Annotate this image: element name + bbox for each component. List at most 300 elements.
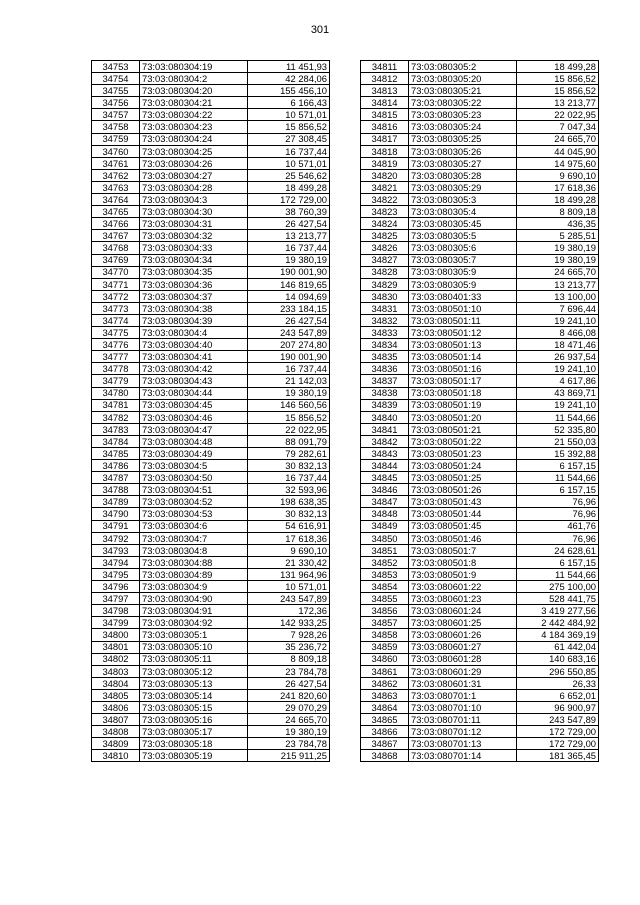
table-row: [361, 496, 599, 508]
table-row: [92, 363, 330, 375]
value-cell: 3 419 277,56: [517, 605, 599, 617]
value-cell: 15 856,52: [248, 121, 330, 133]
value-cell: 16 737,44: [248, 145, 330, 157]
cadastral-number-cell: 73:03:080304:45: [140, 399, 248, 411]
table-row: [92, 85, 330, 97]
value-cell: 215 911,25: [248, 750, 330, 762]
table-row: [361, 73, 599, 85]
value-cell: 10 571,01: [248, 157, 330, 169]
value-cell: 26 427,54: [248, 314, 330, 326]
table-row: [361, 508, 599, 520]
cadastral-number-cell: 73:03:080304:44: [140, 387, 248, 399]
value-cell: 19 380,19: [517, 254, 599, 266]
table-row: [92, 508, 330, 520]
cadastral-number-cell: 73:03:080305:12: [140, 665, 248, 677]
cadastral-number-cell: 73:03:080601:31: [409, 677, 517, 689]
table-row: [361, 472, 599, 484]
table-row: [361, 629, 599, 641]
value-cell: 23 784,78: [248, 738, 330, 750]
table-row: [361, 568, 599, 580]
cadastral-number-cell: 73:03:080601:29: [409, 665, 517, 677]
row-number-cell: 34778: [92, 363, 140, 375]
value-cell: 26 427,54: [248, 677, 330, 689]
row-number-cell: 34762: [92, 169, 140, 181]
row-number-cell: 34792: [92, 532, 140, 544]
value-cell: 13 100,00: [517, 290, 599, 302]
value-cell: 142 933,25: [248, 617, 330, 629]
cadastral-number-cell: 73:03:080701:10: [409, 701, 517, 713]
cadastral-number-cell: 73:03:080501:16: [409, 363, 517, 375]
value-cell: 8 466,08: [517, 327, 599, 339]
row-number-cell: 34839: [361, 399, 409, 411]
value-cell: 190 001,90: [248, 266, 330, 278]
table-row: [92, 714, 330, 726]
row-number-cell: 34791: [92, 520, 140, 532]
value-cell: 19 380,19: [248, 254, 330, 266]
table-row: [92, 556, 330, 568]
value-cell: 19 380,19: [248, 387, 330, 399]
value-cell: 43 869,71: [517, 387, 599, 399]
row-number-cell: 34848: [361, 508, 409, 520]
row-number-cell: 34798: [92, 605, 140, 617]
table-row: [361, 617, 599, 629]
cadastral-number-cell: 73:03:080304:25: [140, 145, 248, 157]
row-number-cell: 34829: [361, 278, 409, 290]
row-number-cell: 34852: [361, 556, 409, 568]
row-number-cell: 34824: [361, 218, 409, 230]
table-row: [361, 520, 599, 532]
value-cell: 24 628,61: [517, 544, 599, 556]
row-number-cell: 34865: [361, 714, 409, 726]
row-number-cell: 34796: [92, 581, 140, 593]
value-cell: 26 427,54: [248, 218, 330, 230]
table-row: [92, 97, 330, 109]
value-cell: 38 760,39: [248, 206, 330, 218]
cadastral-number-cell: 73:03:080304:42: [140, 363, 248, 375]
cadastral-number-cell: 73:03:080305:45: [409, 218, 517, 230]
value-cell: 16 737,44: [248, 242, 330, 254]
cadastral-number-cell: 73:03:080601:28: [409, 653, 517, 665]
value-cell: 181 365,45: [517, 750, 599, 762]
value-cell: 275 100,00: [517, 581, 599, 593]
value-cell: 18 499,28: [248, 181, 330, 193]
cadastral-number-cell: 73:03:080305:29: [409, 181, 517, 193]
table-row: [92, 448, 330, 460]
row-number-cell: 34765: [92, 206, 140, 218]
table-row: [361, 218, 599, 230]
row-number-cell: 34768: [92, 242, 140, 254]
table-row: [361, 484, 599, 496]
cadastral-number-cell: 73:03:080501:44: [409, 508, 517, 520]
cadastral-number-cell: 73:03:080305:17: [140, 726, 248, 738]
row-number-cell: 34795: [92, 568, 140, 580]
table-row: [361, 387, 599, 399]
value-cell: 96 900,97: [517, 701, 599, 713]
row-number-cell: 34776: [92, 339, 140, 351]
table-row: [361, 544, 599, 556]
row-number-cell: 34799: [92, 617, 140, 629]
row-number-cell: 34761: [92, 157, 140, 169]
value-cell: 7 047,34: [517, 121, 599, 133]
value-cell: 23 784,78: [248, 665, 330, 677]
value-cell: 13 213,77: [517, 278, 599, 290]
row-number-cell: 34849: [361, 520, 409, 532]
table-row: [361, 435, 599, 447]
table-row: [92, 629, 330, 641]
table-row: [92, 689, 330, 701]
value-cell: 27 308,45: [248, 133, 330, 145]
row-number-cell: 34777: [92, 351, 140, 363]
table-row: [92, 61, 330, 73]
cadastral-number-cell: 73:03:080304:88: [140, 556, 248, 568]
cadastral-number-cell: 73:03:080304:36: [140, 278, 248, 290]
cadastral-number-cell: 73:03:080305:16: [140, 714, 248, 726]
value-cell: 18 471,46: [517, 339, 599, 351]
value-cell: 52 335,80: [517, 423, 599, 435]
cadastral-number-cell: 73:03:080304:52: [140, 496, 248, 508]
cadastral-number-cell: 73:03:080304:31: [140, 218, 248, 230]
table-row: [92, 387, 330, 399]
row-number-cell: 34810: [92, 750, 140, 762]
table-row: [92, 665, 330, 677]
cadastral-number-cell: 73:03:080304:32: [140, 230, 248, 242]
row-number-cell: 34866: [361, 726, 409, 738]
cadastral-number-cell: 73:03:080304:40: [140, 339, 248, 351]
cadastral-number-cell: 73:03:080304:48: [140, 435, 248, 447]
cadastral-number-cell: 73:03:080501:14: [409, 351, 517, 363]
table-row: [361, 556, 599, 568]
table-row: [92, 738, 330, 750]
cadastral-number-cell: 73:03:080601:25: [409, 617, 517, 629]
value-cell: 207 274,80: [248, 339, 330, 351]
value-cell: 296 550,85: [517, 665, 599, 677]
table-row: [361, 181, 599, 193]
cadastral-number-cell: 73:03:080304:2: [140, 73, 248, 85]
row-number-cell: 34781: [92, 399, 140, 411]
value-cell: 4 617,86: [517, 375, 599, 387]
cadastral-number-cell: 73:03:080305:2: [409, 61, 517, 73]
cadastral-number-cell: 73:03:080304:39: [140, 314, 248, 326]
row-number-cell: 34819: [361, 157, 409, 169]
cadastral-number-cell: 73:03:080305:23: [409, 109, 517, 121]
cadastral-number-cell: 73:03:080304:90: [140, 593, 248, 605]
row-number-cell: 34784: [92, 435, 140, 447]
row-number-cell: 34835: [361, 351, 409, 363]
table-row: [361, 61, 599, 73]
row-number-cell: 34774: [92, 314, 140, 326]
value-cell: 140 683,16: [517, 653, 599, 665]
cadastral-number-cell: 73:03:080305:4: [409, 206, 517, 218]
row-number-cell: 34855: [361, 593, 409, 605]
table-row: [361, 109, 599, 121]
value-cell: 6 652,01: [517, 689, 599, 701]
table-row: [361, 157, 599, 169]
cadastral-number-cell: 73:03:080305:9: [409, 278, 517, 290]
value-cell: 44 045,90: [517, 145, 599, 157]
table-row: [92, 520, 330, 532]
row-number-cell: 34836: [361, 363, 409, 375]
cadastral-number-cell: 73:03:080304:91: [140, 605, 248, 617]
value-cell: 19 380,19: [248, 726, 330, 738]
cadastral-number-cell: 73:03:080304:38: [140, 302, 248, 314]
row-number-cell: 34846: [361, 484, 409, 496]
table-row: [92, 206, 330, 218]
cadastral-number-cell: 73:03:080304:5: [140, 460, 248, 472]
cadastral-number-cell: 73:03:080501:21: [409, 423, 517, 435]
value-cell: 24 665,70: [517, 133, 599, 145]
row-number-cell: 34860: [361, 653, 409, 665]
row-number-cell: 34773: [92, 302, 140, 314]
row-number-cell: 34867: [361, 738, 409, 750]
table-row: [361, 653, 599, 665]
table-row: [361, 242, 599, 254]
row-number-cell: 34783: [92, 423, 140, 435]
cadastral-number-cell: 73:03:080501:18: [409, 387, 517, 399]
cadastral-number-cell: 73:03:080601:23: [409, 593, 517, 605]
row-number-cell: 34814: [361, 97, 409, 109]
table-row: [361, 423, 599, 435]
cadastral-number-cell: 73:03:080305:20: [409, 73, 517, 85]
row-number-cell: 34845: [361, 472, 409, 484]
table-row: [92, 73, 330, 85]
cadastral-number-cell: 73:03:080305:13: [140, 677, 248, 689]
table-row: [361, 121, 599, 133]
table-row: [92, 581, 330, 593]
row-number-cell: 34763: [92, 181, 140, 193]
value-cell: 6 157,15: [517, 484, 599, 496]
table-row: [92, 411, 330, 423]
table-row: [361, 302, 599, 314]
row-number-cell: 34797: [92, 593, 140, 605]
row-number-cell: 34801: [92, 641, 140, 653]
table-row: [361, 351, 599, 363]
value-cell: 35 236,72: [248, 641, 330, 653]
cadastral-number-cell: 73:03:080304:24: [140, 133, 248, 145]
table-row: [92, 218, 330, 230]
table-row: [361, 714, 599, 726]
cadastral-number-cell: 73:03:080304:89: [140, 568, 248, 580]
row-number-cell: 34816: [361, 121, 409, 133]
cadastral-number-cell: 73:03:080304:3: [140, 194, 248, 206]
table-row: [361, 133, 599, 145]
page-number: 301: [310, 24, 330, 36]
table-row: [361, 194, 599, 206]
table-row: [92, 460, 330, 472]
table-row: [92, 157, 330, 169]
cadastral-number-cell: 73:03:080305:18: [140, 738, 248, 750]
table-row: [92, 278, 330, 290]
row-number-cell: 34854: [361, 581, 409, 593]
row-number-cell: 34815: [361, 109, 409, 121]
table-row: [92, 242, 330, 254]
value-cell: 5 285,51: [517, 230, 599, 242]
value-cell: 172 729,00: [517, 738, 599, 750]
cadastral-number-cell: 73:03:080304:49: [140, 448, 248, 460]
cadastral-number-cell: 73:03:080701:13: [409, 738, 517, 750]
row-number-cell: 34833: [361, 327, 409, 339]
value-cell: 10 571,01: [248, 581, 330, 593]
table-row: [92, 290, 330, 302]
value-cell: 19 241,10: [517, 399, 599, 411]
cadastral-number-cell: 73:03:080305:15: [140, 701, 248, 713]
row-number-cell: 34850: [361, 532, 409, 544]
cadastral-number-cell: 73:03:080305:22: [409, 97, 517, 109]
table-row: [361, 314, 599, 326]
cadastral-number-cell: 73:03:080501:46: [409, 532, 517, 544]
row-number-cell: 34780: [92, 387, 140, 399]
value-cell: 79 282,61: [248, 448, 330, 460]
row-number-cell: 34802: [92, 653, 140, 665]
row-number-cell: 34754: [92, 73, 140, 85]
table-row: [361, 363, 599, 375]
row-number-cell: 34857: [361, 617, 409, 629]
table-row: [92, 254, 330, 266]
value-cell: 243 547,89: [248, 593, 330, 605]
row-number-cell: 34755: [92, 85, 140, 97]
table-row: [92, 496, 330, 508]
table-row: [361, 375, 599, 387]
table-row: [361, 605, 599, 617]
table-row: [361, 581, 599, 593]
table-row: [361, 290, 599, 302]
cadastral-number-cell: 73:03:080501:12: [409, 327, 517, 339]
table-row: [361, 266, 599, 278]
table-row: [361, 738, 599, 750]
table-row: [92, 593, 330, 605]
value-cell: 243 547,89: [517, 714, 599, 726]
table-row: [92, 726, 330, 738]
table-row: [361, 169, 599, 181]
table-row: [92, 266, 330, 278]
cadastral-number-cell: 73:03:080601:24: [409, 605, 517, 617]
row-number-cell: 34800: [92, 629, 140, 641]
table-row: [92, 133, 330, 145]
cadastral-number-cell: 73:03:080305:1: [140, 629, 248, 641]
row-number-cell: 34809: [92, 738, 140, 750]
value-cell: 6 157,15: [517, 556, 599, 568]
row-number-cell: 34838: [361, 387, 409, 399]
table-row: [361, 230, 599, 242]
row-number-cell: 34811: [361, 61, 409, 73]
row-number-cell: 34823: [361, 206, 409, 218]
cadastral-number-cell: 73:03:080304:19: [140, 61, 248, 73]
cadastral-number-cell: 73:03:080305:21: [409, 85, 517, 97]
cadastral-number-cell: 73:03:080304:53: [140, 508, 248, 520]
cadastral-number-cell: 73:03:080501:10: [409, 302, 517, 314]
table-row: [361, 750, 599, 762]
row-number-cell: 34764: [92, 194, 140, 206]
value-cell: 190 001,90: [248, 351, 330, 363]
row-number-cell: 34775: [92, 327, 140, 339]
row-number-cell: 34832: [361, 314, 409, 326]
value-cell: 16 737,44: [248, 472, 330, 484]
cadastral-number-cell: 73:03:080304:27: [140, 169, 248, 181]
value-cell: 241 820,60: [248, 689, 330, 701]
row-number-cell: 34826: [361, 242, 409, 254]
value-cell: 4 184 369,19: [517, 629, 599, 641]
row-number-cell: 34756: [92, 97, 140, 109]
value-cell: 436,35: [517, 218, 599, 230]
cadastral-number-cell: 73:03:080305:24: [409, 121, 517, 133]
table-row: [92, 484, 330, 496]
cadastral-number-cell: 73:03:080304:8: [140, 544, 248, 556]
table-row: [92, 617, 330, 629]
table-row: [92, 532, 330, 544]
value-cell: 18 499,28: [517, 61, 599, 73]
row-number-cell: 34753: [92, 61, 140, 73]
cadastral-number-cell: 73:03:080304:34: [140, 254, 248, 266]
table-row: [92, 375, 330, 387]
value-cell: 88 091,79: [248, 435, 330, 447]
cadastral-number-cell: 73:03:080304:21: [140, 97, 248, 109]
cadastral-number-cell: 73:03:080304:7: [140, 532, 248, 544]
cadastral-number-cell: 73:03:080305:28: [409, 169, 517, 181]
cadastral-number-cell: 73:03:080305:25: [409, 133, 517, 145]
cadastral-number-cell: 73:03:080501:25: [409, 472, 517, 484]
cadastral-number-cell: 73:03:080501:26: [409, 484, 517, 496]
value-cell: 243 547,89: [248, 327, 330, 339]
cadastral-number-cell: 73:03:080501:11: [409, 314, 517, 326]
table-row: [361, 254, 599, 266]
value-cell: 25 546,62: [248, 169, 330, 181]
cadastral-number-cell: 73:03:080305:19: [140, 750, 248, 762]
value-cell: 32 593,96: [248, 484, 330, 496]
row-number-cell: 34842: [361, 435, 409, 447]
row-number-cell: 34786: [92, 460, 140, 472]
table-row: [92, 568, 330, 580]
cadastral-number-cell: 73:03:080305:10: [140, 641, 248, 653]
table-row: [92, 544, 330, 556]
row-number-cell: 34868: [361, 750, 409, 762]
table-row: [92, 314, 330, 326]
table-row: [361, 689, 599, 701]
table-row: [361, 339, 599, 351]
cadastral-number-cell: 73:03:080501:7: [409, 544, 517, 556]
row-number-cell: 34856: [361, 605, 409, 617]
row-number-cell: 34808: [92, 726, 140, 738]
row-number-cell: 34841: [361, 423, 409, 435]
table-row: [361, 726, 599, 738]
table-row: [92, 653, 330, 665]
value-cell: 9 690,10: [517, 169, 599, 181]
cadastral-number-cell: 73:03:080501:23: [409, 448, 517, 460]
table-row: [92, 641, 330, 653]
row-number-cell: 34787: [92, 472, 140, 484]
value-cell: 172,36: [248, 605, 330, 617]
cadastral-number-cell: 73:03:080501:24: [409, 460, 517, 472]
cadastral-number-cell: 73:03:080304:46: [140, 411, 248, 423]
cadastral-number-cell: 73:03:080304:28: [140, 181, 248, 193]
row-number-cell: 34834: [361, 339, 409, 351]
cadastral-number-cell: 73:03:080701:14: [409, 750, 517, 762]
row-number-cell: 34853: [361, 568, 409, 580]
table-row: [92, 230, 330, 242]
table-row: [361, 448, 599, 460]
value-cell: 29 070,29: [248, 701, 330, 713]
table-row: [92, 109, 330, 121]
table-row: [92, 145, 330, 157]
row-number-cell: 34785: [92, 448, 140, 460]
cadastral-number-cell: 73:03:080305:7: [409, 254, 517, 266]
left-register-table: [91, 60, 330, 762]
table-row: [92, 181, 330, 193]
value-cell: 11 544,66: [517, 568, 599, 580]
cadastral-number-cell: 73:03:080401:33: [409, 290, 517, 302]
table-row: [361, 641, 599, 653]
cadastral-number-cell: 73:03:080601:22: [409, 581, 517, 593]
row-number-cell: 34828: [361, 266, 409, 278]
value-cell: 131 964,96: [248, 568, 330, 580]
